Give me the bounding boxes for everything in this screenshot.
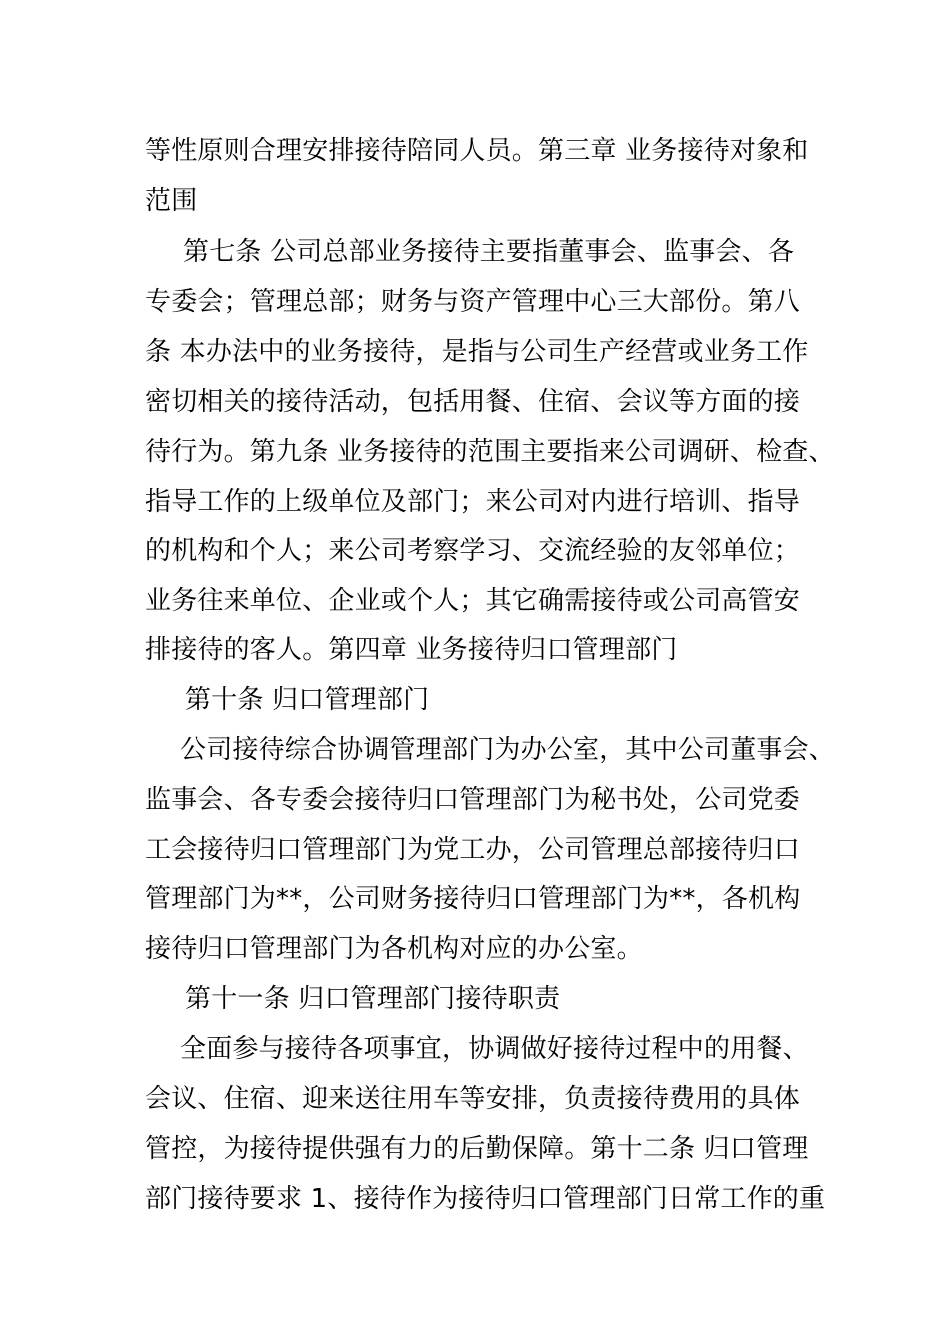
text-line: 专委会；管理总部；财务与资产管理中心三大部份。第八 xyxy=(145,287,801,317)
section-heading: 第十一条 归口管理部门接待职责 xyxy=(185,984,561,1014)
text-line: 管控，为接待提供强有力的后勤保障。第十二条 归口管理 xyxy=(145,1134,809,1164)
section-heading: 第十条 归口管理部门 xyxy=(185,685,430,715)
text-line: 管理部门为**，公司财务接待归口管理部门为**，各机构 xyxy=(145,884,801,914)
text-line: 工会接待归口管理部门为党工办，公司管理总部接待归口 xyxy=(145,835,801,865)
text-line: 全面参与接待各项事宜，协调做好接待过程中的用餐、 xyxy=(180,1034,809,1064)
text-line: 密切相关的接待活动，包括用餐、住宿、会议等方面的接 xyxy=(145,387,801,417)
text-line: 排接待的客人。第四章 业务接待归口管理部门 xyxy=(145,635,678,665)
text-line: 公司接待综合协调管理部门为办公室，其中公司董事会、 xyxy=(180,735,836,765)
text-line: 范围 xyxy=(145,186,198,216)
text-line: 待行为。第九条 业务接待的范围主要指来公司调研、检查、 xyxy=(145,437,835,467)
text-line: 接待归口管理部门为各机构对应的办公室。 xyxy=(145,934,643,964)
text-line: 监事会、各专委会接待归口管理部门为秘书处，公司党委 xyxy=(145,785,801,815)
text-line: 等性原则合理安排接待陪同人员。第三章 业务接待对象和 xyxy=(145,136,809,166)
text-line: 指导工作的上级单位及部门；来公司对内进行培训、指导 xyxy=(145,487,801,517)
text-line: 部门接待要求 1、接待作为接待归口管理部门日常工作的重 xyxy=(145,1184,826,1214)
text-line: 第七条 公司总部业务接待主要指董事会、监事会、各 xyxy=(183,237,795,267)
text-line: 条 本办法中的业务接待，是指与公司生产经营或业务工作 xyxy=(145,337,809,367)
text-line: 业务往来单位、企业或个人；其它确需接待或公司高管安 xyxy=(145,586,801,616)
text-line: 的机构和个人；来公司考察学习、交流经验的友邻单位； xyxy=(145,536,801,566)
text-line: 会议、住宿、迎来送往用车等安排，负责接待费用的具体 xyxy=(145,1084,801,1114)
